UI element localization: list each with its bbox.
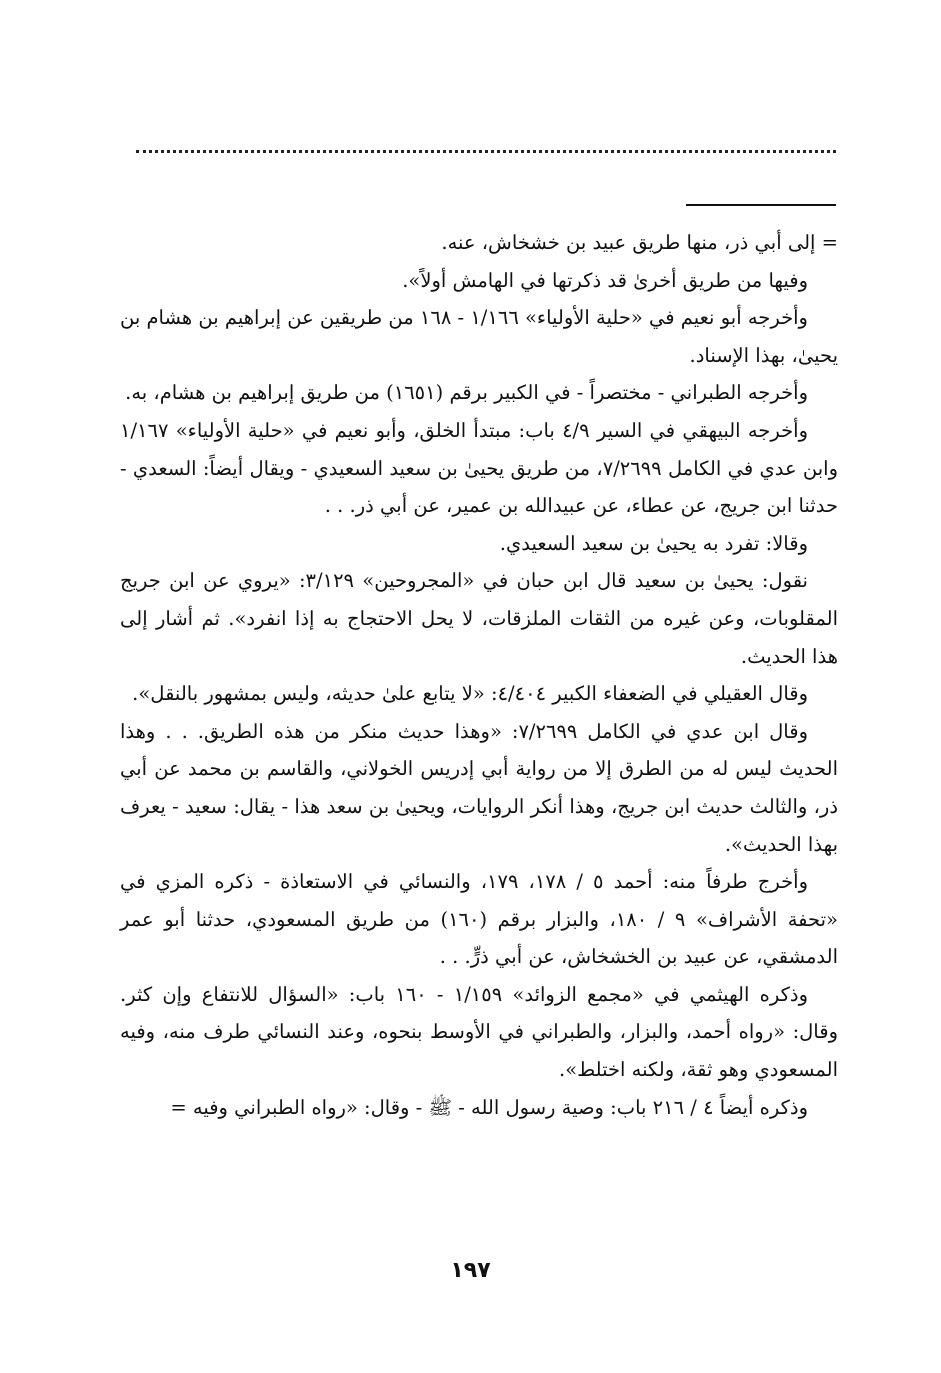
dotted-separator	[136, 150, 836, 153]
footnote-paragraph-3: وأخرجه أبو نعيم في «حلية الأولياء» ١/١٦٦ - ١٦٨ من طريقين عن إبراهيم بن هشام بن يحيىٰ، بهذا الإسناد.	[120, 306, 838, 367]
footnote-paragraph-11: وذكره الهيثمي في «مجمع الزوائد» ١/١٥٩ - ١٦٠ باب: «السؤال للانتفاع وإن كثر. وقال: «رواه أحمد، والبزار، والطبراني في الأوسط بنحوه، وعند النسائي طرف منه، وفيه المسعودي وهو ثقة، ولكنه اختلط».	[120, 982, 838, 1082]
footnote-rule	[686, 204, 836, 206]
footnote-body	[120, 224, 838, 1126]
footnote-paragraph-12: وذكره أيضاً ٤ / ٢١٦ باب: وصية رسول الله - ﷺ - وقال: «رواه الطبراني وفيه =	[170, 1095, 808, 1119]
footnote-paragraph-10: وأخرج طرفاً منه: أحمد ٥ / ١٧٨، ١٧٩، والنسائي في الاستعاذة - ذكره المزي في «تحفة الأشراف» ٩ / ١٨٠، والبزار برقم (١٦٠) من طريق المسعودي، حدثنا أبو عمر الدمشقي، عن عبيد بن الخشخاش، عن أبي ذرٍّ. . .	[120, 870, 838, 969]
footnote-paragraph-9: وقال ابن عدي في الكامل ٧/٢٦٩٩: «وهذا حديث منكر من هذه الطريق. . . وهذا الحديث ليس له من الطرق إلا من رواية أبي إدريس الخولاني، والقاسم بن محمد عن أبي ذر، والثالث حديث ابن جريج، وهذا أنكر الروايات، ويحيىٰ بن سعد هذا - يقال: سعيد - يعرف بهذا الحديث».	[120, 719, 838, 856]
footnote-paragraph-1: = إلى أبي ذر، منها طريق عبيد بن خشخاش، عنه.	[441, 231, 838, 254]
footnote-paragraph-2: وفيها من طريق أخرىٰ قد ذكرتها في الهامش أولاً».	[402, 268, 808, 292]
footnote-paragraph-7: نقول: يحيىٰ بن سعيد قال ابن حبان في «المجروحين» ٣/١٢٩: «يروي عن ابن جريج المقلوبات، وعن غيره من الثقات الملزقات، لا يحل الاحتجاج به إذا انفرد». ثم أشار إلى هذا الحديث.	[120, 569, 838, 668]
footnote-paragraph-5: وأخرجه البيهقي في السير ٤/٩ باب: مبتدأ الخلق، وأبو نعيم في «حلية الأولياء» ١/١٦٧ وابن عدي في الكامل ٧/٢٦٩٩، من طريق يحيىٰ بن سعيد السعيدي - ويقال أيضاً: السعدي - حدثنا ابن جريج، عن عطاء، عن عبيدالله بن عمير، عن أبي ذر. . .	[120, 418, 839, 518]
footnote-paragraph-4: وأخرجه الطبراني - مختصراً - في الكبير برقم (١٦٥١) من طريق إبراهيم بن هشام، به.	[125, 381, 808, 405]
page-number: ١٩٧	[450, 1258, 491, 1283]
footnote-paragraph-6: وقالا: تفرد به يحيىٰ بن سعيد السعيدي.	[499, 531, 808, 555]
footnote-paragraph-8: وقال العقيلي في الضعفاء الكبير ٤/٤٠٤: «لا يتابع علىٰ حديثه، وليس بمشهور بالنقل».	[132, 682, 808, 706]
